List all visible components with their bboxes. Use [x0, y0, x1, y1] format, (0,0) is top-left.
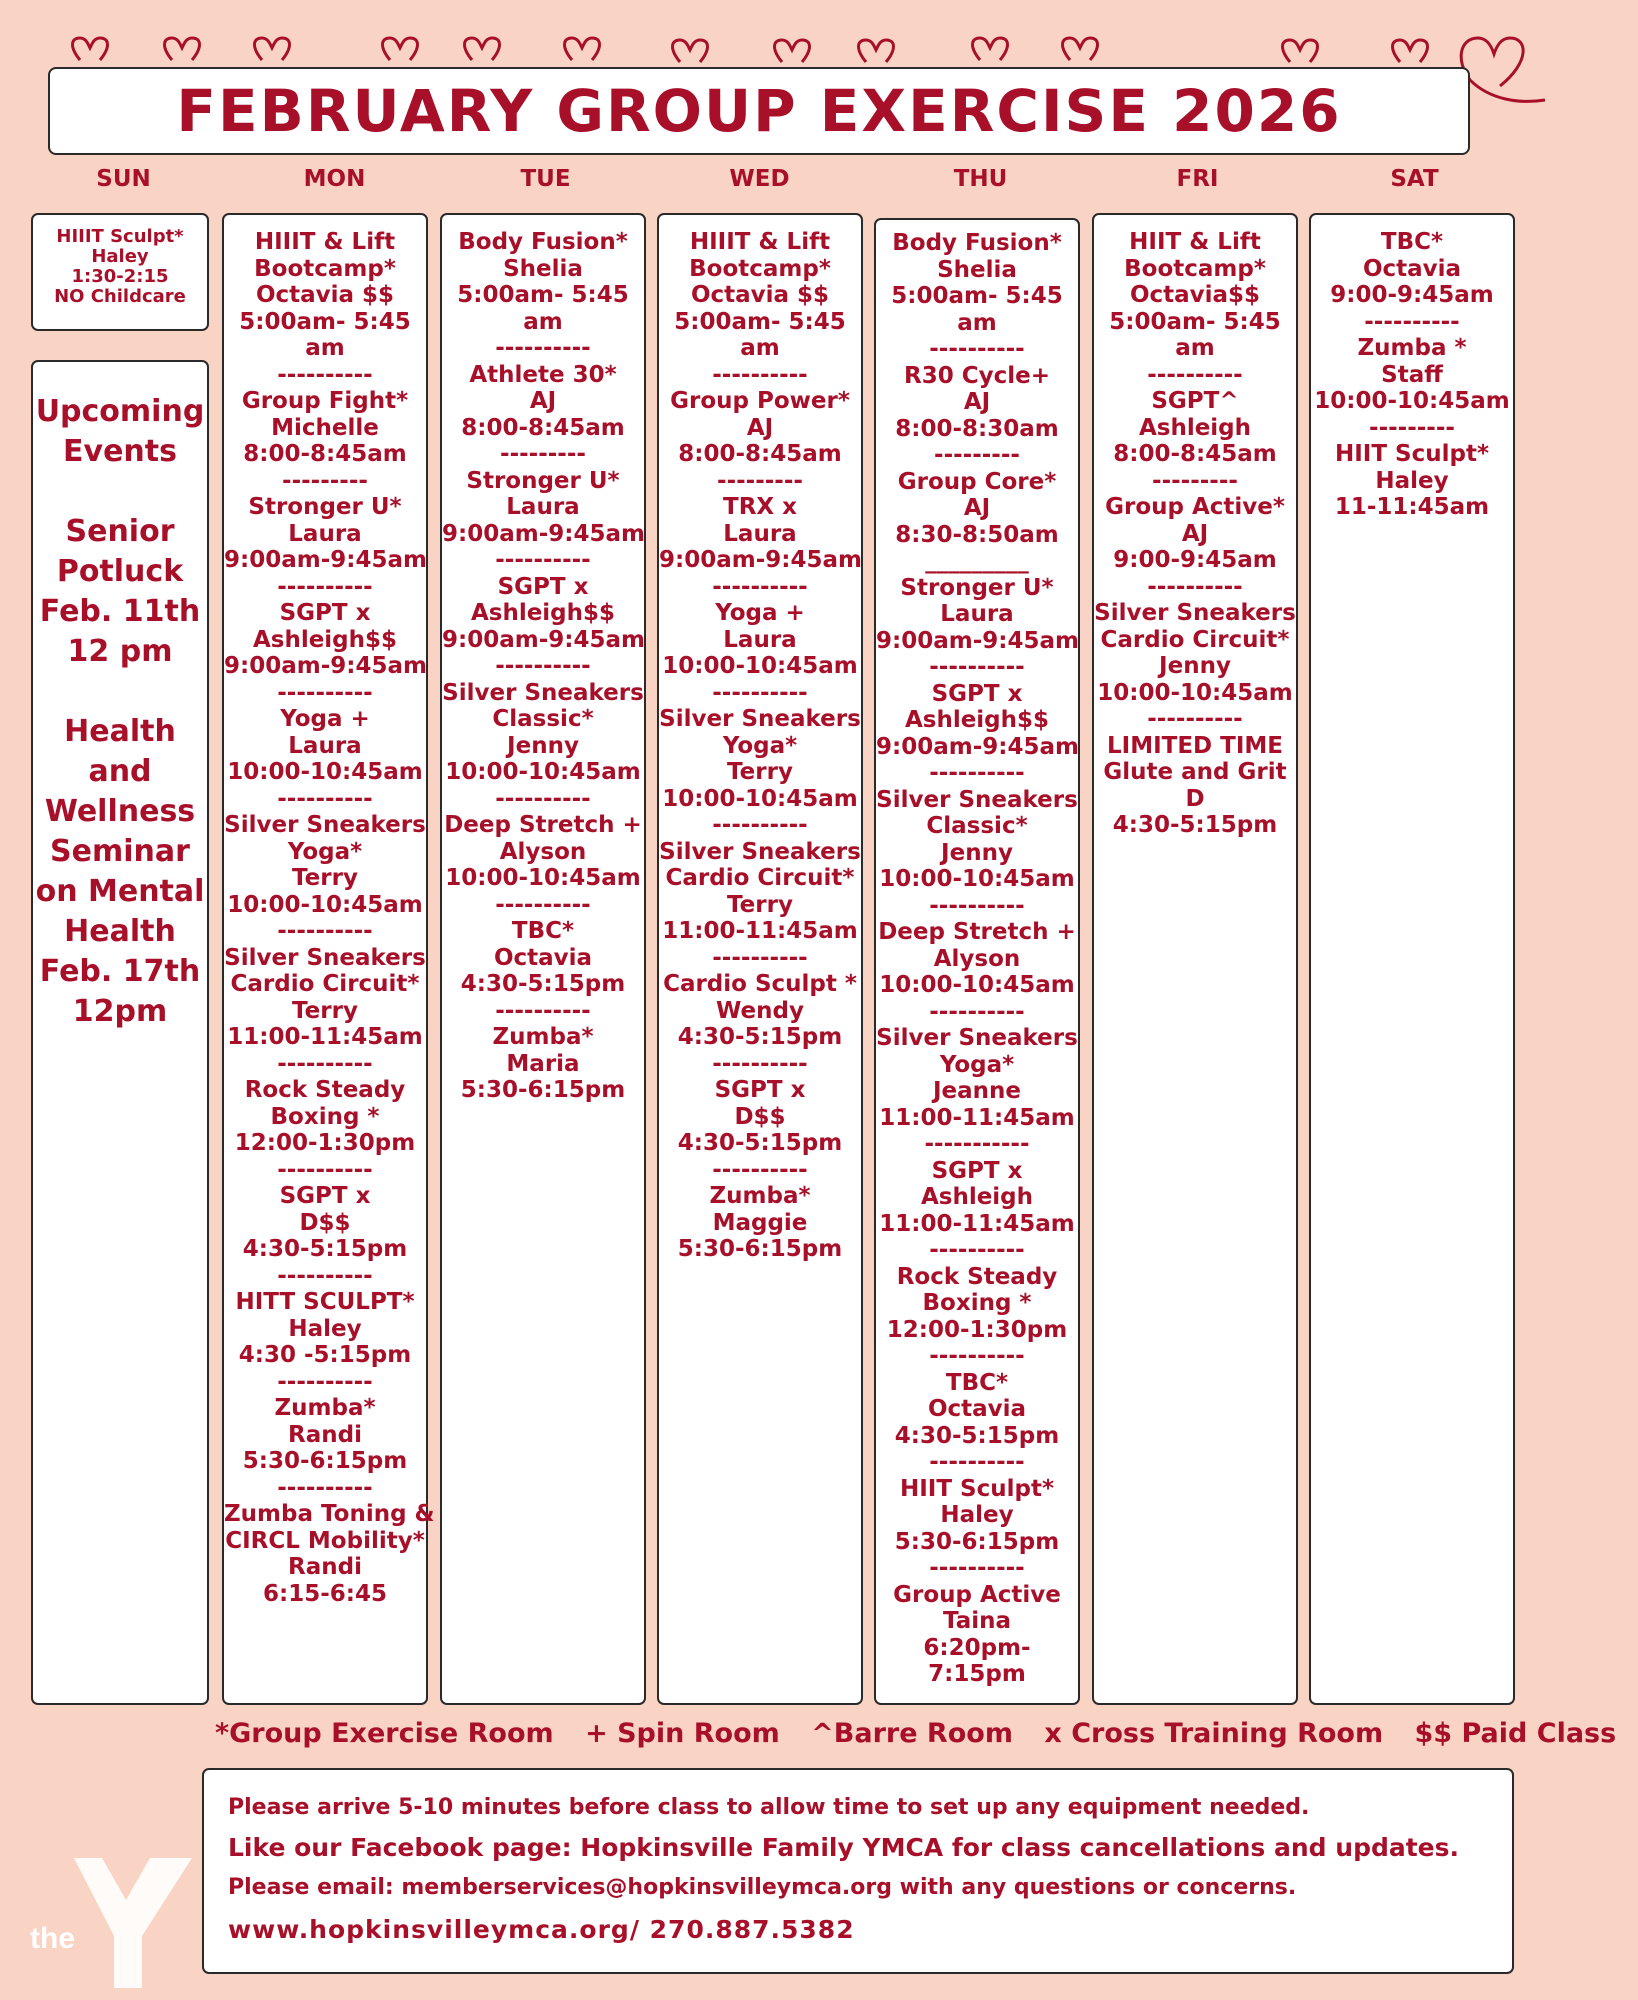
schedule-line: AJ	[1181, 520, 1209, 547]
schedule-line: ----------	[495, 891, 591, 918]
schedule-line: Group Active*	[1105, 494, 1285, 520]
schedule-line: Ashleigh$$	[252, 626, 398, 653]
schedule-line: Rock Steady	[244, 1077, 406, 1103]
schedule-line: 11:00-11:45am	[879, 1210, 1075, 1237]
schedule-line: Stronger U*	[248, 494, 402, 520]
schedule-line: ----------	[277, 1474, 373, 1501]
schedule-line: SGPT x	[714, 1077, 806, 1103]
schedule-line: 9:00am-9:45am	[876, 627, 1079, 654]
heart-icon	[73, 38, 108, 60]
event-line: 12pm	[72, 994, 168, 1029]
schedule-line: 8:30-8:50am	[895, 521, 1059, 548]
schedule-line: 5:30-6:15pm	[677, 1236, 843, 1262]
schedule-line: Octavia $$	[255, 282, 395, 308]
schedule-line: ---------	[934, 442, 1020, 468]
schedule-line: Silver Sneakers	[659, 706, 861, 732]
schedule-line: Maria	[506, 1050, 580, 1077]
event-line: 12 pm	[67, 634, 173, 669]
schedule-line: 11:00-11:45am	[662, 918, 858, 944]
schedule-line: ----------	[929, 892, 1025, 919]
monday-schedule	[224, 215, 435, 1607]
arrival-note: Please arrive 5-10 minutes before class to allow time to set up any equipment needed.	[228, 1795, 1310, 1820]
schedule-line: SGPT x	[279, 1183, 371, 1209]
schedule-line: 10:00-10:45am	[662, 653, 858, 679]
schedule-line: HIIIT & Lift	[689, 229, 831, 255]
saturday-column	[1309, 213, 1515, 1705]
schedule-line: ----------	[929, 336, 1025, 362]
saturday-schedule	[1311, 215, 1513, 521]
schedule-line: am	[523, 308, 563, 335]
schedule-line: 11:00-11:45am	[879, 1104, 1075, 1131]
schedule-line: ----------	[712, 679, 808, 706]
schedule-line: Silver Sneakers	[659, 838, 861, 865]
schedule-line: Bootcamp*	[689, 255, 831, 282]
schedule-line: 10:00-10:45am	[1097, 679, 1293, 706]
sunday-class-box	[31, 213, 209, 331]
schedule-line: 9:00am-9:45am	[659, 547, 862, 573]
schedule-line: 11:00-11:45am	[227, 1024, 423, 1050]
schedule-line: Zumba*	[274, 1395, 376, 1421]
schedule-line: Silver Sneakers	[224, 944, 426, 971]
thursday-column	[874, 218, 1080, 1705]
schedule-line: HIIT Sculpt*	[899, 1475, 1054, 1502]
schedule-line: 9:00am-9:45am	[876, 733, 1079, 760]
schedule-line: Laura	[940, 601, 1014, 627]
schedule-line: ----------	[1147, 361, 1243, 388]
schedule-line: ----------	[277, 1262, 373, 1289]
legend-barre: ^Barre Room	[811, 1718, 1013, 1749]
schedule-line: 4:30-5:15pm	[460, 971, 626, 997]
schedule-line: 8:00-8:45am	[243, 441, 407, 467]
heart-icon	[859, 40, 894, 62]
event-line: Health	[64, 714, 176, 749]
schedule-line: 5:30-6:15pm	[894, 1528, 1060, 1555]
schedule-line: 6:15-6:45	[263, 1580, 387, 1607]
schedule-line: 5:00am- 5:45	[674, 308, 846, 335]
event-line	[33, 672, 207, 712]
schedule-line: AJ	[529, 388, 557, 414]
schedule-line: Ashleigh	[1138, 414, 1252, 441]
heart-icon	[383, 38, 418, 60]
schedule-line: Terry	[727, 891, 793, 918]
website-phone[interactable]: www.hopkinsvilleymca.org/ 270.887.5382	[228, 1915, 855, 1944]
schedule-line: Yoga*	[722, 732, 798, 759]
schedule-line: Octavia	[927, 1396, 1027, 1422]
schedule-line: Cardio Sculpt *	[663, 971, 857, 997]
schedule-line: Group Core*	[897, 468, 1057, 495]
day-header-mon: MON	[303, 166, 366, 192]
schedule-line: Laura	[288, 732, 362, 759]
schedule-line: ----------	[712, 944, 808, 971]
schedule-line: Bootcamp*	[254, 255, 396, 282]
schedule-line: Silver Sneakers	[1094, 600, 1296, 626]
logo-word: the	[30, 1922, 75, 1955]
schedule-line: Silver Sneakers	[442, 679, 644, 706]
heart-icon	[1063, 38, 1098, 60]
schedule-line: Silver Sneakers	[224, 812, 426, 838]
schedule-line: Body Fusion*	[892, 230, 1062, 256]
heart-icon	[775, 40, 810, 62]
schedule-line: Silver Sneakers	[876, 786, 1078, 813]
schedule-line: Yoga +	[280, 706, 370, 732]
sunday-line: HIIIT Sculpt*	[56, 226, 184, 247]
schedule-line: Silver Sneakers	[876, 1025, 1078, 1051]
schedule-line: SGPT x	[931, 680, 1023, 707]
schedule-line: SGPT x	[931, 1157, 1023, 1184]
heart-icon	[1393, 40, 1428, 62]
monday-column	[222, 213, 435, 1705]
facebook-note: Like our Facebook page: Hopkinsville Family YMCA for class cancellations and updates.	[228, 1833, 1460, 1862]
legend-spin: + Spin Room	[585, 1718, 780, 1749]
schedule-line: Jenny	[507, 732, 579, 759]
event-line: Potluck	[56, 554, 184, 589]
schedule-line: Glute and Grit	[1103, 759, 1287, 785]
schedule-line: 8:00-8:45am	[678, 441, 842, 467]
schedule-line: 12:00-1:30pm	[886, 1316, 1068, 1343]
schedule-line: Yoga*	[939, 1051, 1015, 1078]
schedule-line: Haley	[1375, 467, 1449, 494]
heart-icon	[465, 38, 500, 60]
sunday-class-text	[33, 215, 207, 307]
schedule-line: HIIT & Lift	[1129, 229, 1261, 255]
heart-icon	[255, 38, 290, 60]
schedule-line: TRX x	[723, 494, 797, 520]
schedule-line: Octavia $$	[690, 282, 830, 308]
schedule-line: ---------	[717, 467, 803, 494]
schedule-line: Laura	[506, 494, 580, 520]
schedule-line: ----------	[277, 573, 373, 600]
schedule-line: ----------	[277, 361, 373, 388]
legend-cross-training: x Cross Training Room	[1044, 1718, 1384, 1749]
schedule-line: Zumba*	[492, 1024, 594, 1050]
schedule-line: ----------	[495, 547, 591, 573]
schedule-line: Boxing *	[922, 1290, 1032, 1316]
schedule-line: Maggie	[712, 1209, 808, 1236]
schedule-line: 4:30-5:15pm	[242, 1236, 408, 1262]
schedule-line: SGPT^	[1151, 388, 1239, 414]
schedule-line: 9:00am-9:45am	[224, 547, 427, 573]
friday-column	[1092, 213, 1298, 1705]
schedule-line: ----------	[1147, 573, 1243, 600]
sunday-line: 1:30-2:15	[71, 266, 169, 287]
schedule-line: Randi	[288, 1554, 362, 1580]
schedule-line: R30 Cycle+	[904, 362, 1050, 389]
schedule-line: LIMITED TIME	[1106, 732, 1283, 759]
schedule-line: 5:00am- 5:45	[239, 308, 411, 335]
schedule-line: 5:00am- 5:45	[1109, 308, 1281, 335]
schedule-line: 9:00am-9:45am	[442, 626, 645, 653]
schedule-line: am	[740, 335, 780, 361]
heart-icon	[165, 38, 200, 60]
sunday-line: NO Childcare	[54, 286, 186, 307]
room-legend	[215, 1718, 1617, 1749]
schedule-line: Yoga +	[715, 600, 805, 626]
schedule-line: ----------	[712, 1156, 808, 1183]
schedule-line: Wendy	[716, 997, 804, 1024]
schedule-line: SGPT x	[279, 600, 371, 626]
schedule-line: ----------	[712, 361, 808, 388]
schedule-line: ----------	[277, 1368, 373, 1395]
schedule-line: Laura	[723, 520, 797, 547]
ymca-logo	[24, 1838, 194, 1988]
schedule-line: 11-11:45am	[1334, 494, 1490, 520]
schedule-line: 10:00-10:45am	[1314, 388, 1510, 414]
schedule-line: Bootcamp*	[1124, 255, 1266, 282]
schedule-line: Cardio Circuit*	[1100, 626, 1290, 653]
schedule-line: Yoga*	[287, 838, 363, 865]
schedule-line: 4:30-5:15pm	[1112, 812, 1278, 838]
schedule-line: Ashleigh	[920, 1184, 1034, 1210]
legend-group-exercise: *Group Exercise Room	[215, 1718, 554, 1749]
schedule-line: Zumba Toning &	[224, 1501, 435, 1527]
schedule-line: 10:00-10:45am	[662, 785, 858, 812]
schedule-line: HIIIT & Lift	[254, 229, 396, 255]
event-line	[33, 472, 207, 512]
tuesday-schedule	[442, 215, 644, 1104]
schedule-line: 7:15pm	[928, 1661, 1026, 1687]
schedule-line: ----------	[277, 679, 373, 706]
schedule-line: ---------	[1369, 414, 1455, 441]
schedule-line: 5:30-6:15pm	[460, 1077, 626, 1103]
schedule-line: D$$	[299, 1209, 351, 1236]
schedule-line: Zumba*	[709, 1183, 811, 1209]
schedule-line: 4:30-5:15pm	[894, 1422, 1060, 1449]
schedule-line: Shelia	[503, 255, 583, 282]
schedule-line: Zumba *	[1357, 335, 1467, 361]
schedule-line: Body Fusion*	[458, 229, 628, 255]
schedule-line: ----------	[929, 760, 1025, 786]
schedule-line: 5:30-6:15pm	[242, 1448, 408, 1474]
schedule-line: am	[1175, 335, 1215, 361]
schedule-line: 10:00-10:45am	[445, 759, 641, 785]
schedule-line: 10:00-10:45am	[445, 865, 641, 891]
schedule-line: 9:00am-9:45am	[442, 520, 645, 547]
schedule-line: 5:00am- 5:45	[891, 283, 1063, 309]
schedule-line: Stronger U*	[900, 574, 1054, 601]
schedule-line: ----------	[712, 812, 808, 838]
schedule-line: ---------	[282, 467, 368, 494]
schedule-line: Jenny	[941, 839, 1013, 866]
schedule-line: ----------	[929, 1343, 1025, 1369]
schedule-line: Cardio Circuit*	[230, 971, 420, 997]
heart-icon	[1461, 38, 1523, 86]
schedule-line: TBC*	[511, 918, 575, 944]
schedule-line: ----------	[277, 785, 373, 812]
event-line: Senior	[65, 514, 175, 549]
day-header-wed: WED	[729, 166, 790, 192]
schedule-line: ----------	[277, 1156, 373, 1183]
friday-schedule	[1094, 215, 1296, 839]
schedule-line: Michelle	[271, 414, 379, 441]
schedule-line: -----------	[924, 1131, 1030, 1157]
schedule-line: SGPT x	[497, 573, 589, 600]
schedule-line: 12:00-1:30pm	[234, 1130, 416, 1156]
schedule-line: Octavia$$	[1129, 282, 1261, 308]
title-banner	[48, 67, 1470, 155]
schedule-line: Deep Stretch +	[878, 919, 1076, 945]
schedule-line: ----------	[929, 1555, 1025, 1581]
schedule-line: Jenny	[1159, 653, 1231, 679]
schedule-line: D	[1185, 785, 1205, 812]
schedule-line: Terry	[727, 759, 793, 785]
schedule-line: Laura	[723, 626, 797, 653]
schedule-line: Taina	[942, 1608, 1012, 1634]
thursday-schedule	[876, 220, 1078, 1688]
schedule-line: Classic*	[492, 706, 594, 732]
day-header-thu: THU	[953, 166, 1008, 192]
schedule-line: 8:00-8:45am	[461, 414, 625, 441]
schedule-line: ---------	[1152, 467, 1238, 494]
schedule-line: Classic*	[926, 813, 1028, 839]
schedule-line: Boxing *	[270, 1103, 380, 1130]
heart-icon	[565, 38, 600, 60]
upcoming-events-box	[31, 360, 209, 1705]
schedule-line: ----------	[495, 785, 591, 812]
info-box	[202, 1768, 1514, 1974]
schedule-line: Ashleigh$$	[904, 707, 1050, 733]
schedule-line: am	[957, 309, 997, 336]
schedule-line: ----------	[929, 998, 1025, 1025]
schedule-line: Deep Stretch +	[444, 812, 642, 838]
heart-icon	[1283, 40, 1318, 62]
heart-icon	[673, 40, 708, 62]
schedule-line: ----------	[277, 918, 373, 944]
schedule-line: 9:00-9:45am	[1330, 282, 1494, 308]
schedule-line: 8:00-8:45am	[1113, 441, 1277, 467]
schedule-line: HITT SCULPT*	[235, 1289, 415, 1315]
schedule-line: Group Active	[893, 1581, 1061, 1608]
schedule-line: Group Power*	[670, 388, 850, 414]
schedule-line: Randi	[288, 1421, 362, 1448]
schedule-line: ----------	[712, 573, 808, 600]
legend-paid-class: $$ Paid Class	[1414, 1718, 1617, 1749]
schedule-line: Jeanne	[932, 1078, 1022, 1104]
schedule-line: Terry	[292, 865, 358, 891]
schedule-line: ----------	[495, 997, 591, 1024]
schedule-line: ----------	[929, 1449, 1025, 1475]
event-line: on Mental	[35, 874, 205, 909]
day-header-fri: FRI	[1176, 166, 1219, 192]
schedule-line: AJ	[746, 414, 774, 441]
schedule-line: 10:00-10:45am	[227, 759, 423, 785]
schedule-line: Rock Steady	[896, 1263, 1058, 1290]
schedule-line: Staff	[1381, 361, 1443, 388]
schedule-line: TBC*	[1380, 229, 1444, 255]
schedule-line: AJ	[963, 389, 991, 415]
schedule-line: 10:00-10:45am	[227, 891, 423, 918]
schedule-line: D$$	[734, 1103, 786, 1130]
schedule-line: _________	[925, 548, 1029, 574]
schedule-line: ---------	[500, 441, 586, 467]
schedule-line: Alyson	[933, 945, 1021, 972]
schedule-line: Group Fight*	[241, 388, 409, 414]
schedule-line: ----------	[929, 1237, 1025, 1263]
schedule-line: 10:00-10:45am	[879, 972, 1075, 998]
day-header-tue: TUE	[520, 166, 571, 192]
schedule-line: Haley	[288, 1315, 362, 1342]
schedule-line: 4:30 -5:15pm	[238, 1342, 412, 1368]
event-line: Seminar	[50, 834, 190, 869]
schedule-line: ----------	[712, 1050, 808, 1077]
schedule-line: Shelia	[937, 256, 1017, 283]
tuesday-column	[440, 213, 646, 1705]
event-line: Feb. 17th	[39, 954, 201, 989]
schedule-line: 9:00am-9:45am	[224, 653, 427, 679]
event-line: Wellness	[44, 794, 196, 829]
schedule-line: ----------	[277, 1050, 373, 1077]
sunday-line: Haley	[91, 246, 149, 267]
schedule-line: Terry	[292, 997, 358, 1024]
schedule-line: 6:20pm-	[923, 1634, 1031, 1661]
schedule-line: ----------	[495, 653, 591, 679]
page-title: FEBRUARY GROUP EXERCISE 2026	[176, 77, 1342, 145]
wednesday-column	[657, 213, 863, 1705]
schedule-line: TBC*	[945, 1369, 1009, 1396]
day-header-sat: SAT	[1390, 166, 1439, 192]
email-note: Please email: memberservices@hopkinsvilleymca.org with any questions or concerns.	[228, 1875, 1297, 1900]
schedule-line: ----------	[1364, 308, 1460, 335]
schedule-line: CIRCL Mobility*	[225, 1527, 425, 1554]
schedule-line: Laura	[288, 520, 362, 547]
day-header-sun: SUN	[96, 166, 151, 192]
upcoming-events-text	[33, 362, 207, 1032]
logo-small: YMCA	[144, 1950, 163, 1979]
schedule-line: AJ	[963, 495, 991, 521]
heart-icon	[973, 38, 1008, 60]
event-line: Health	[64, 914, 176, 949]
schedule-line: Haley	[940, 1502, 1014, 1528]
schedule-line: HIIT Sculpt*	[1334, 441, 1489, 467]
schedule-line: 9:00-9:45am	[1113, 547, 1277, 573]
schedule-line: 4:30-5:15pm	[677, 1024, 843, 1050]
schedule-line: Alyson	[499, 838, 587, 865]
ribbon-line	[1470, 80, 1545, 101]
schedule-line: 10:00-10:45am	[879, 866, 1075, 892]
schedule-line: Ashleigh$$	[470, 600, 616, 626]
schedule-line: Octavia	[1362, 255, 1462, 282]
schedule-line: 5:00am- 5:45	[457, 282, 629, 308]
schedule-line: ----------	[495, 335, 591, 361]
event-line: and	[88, 754, 152, 789]
schedule-line: am	[305, 335, 345, 361]
event-line: Feb. 11th	[39, 594, 201, 629]
schedule-line: Cardio Circuit*	[665, 865, 855, 891]
schedule-line: 4:30-5:15pm	[677, 1130, 843, 1156]
schedule-line: Athlete 30*	[469, 361, 617, 388]
schedule-line: ----------	[1147, 706, 1243, 732]
schedule-line: Stronger U*	[466, 467, 620, 494]
event-line: Events	[63, 434, 177, 469]
wednesday-schedule	[659, 215, 861, 1263]
schedule-line: 8:00-8:30am	[895, 415, 1059, 442]
schedule-line: ----------	[929, 654, 1025, 680]
schedule-line: Octavia	[493, 944, 593, 971]
event-line: Upcoming	[35, 394, 205, 429]
